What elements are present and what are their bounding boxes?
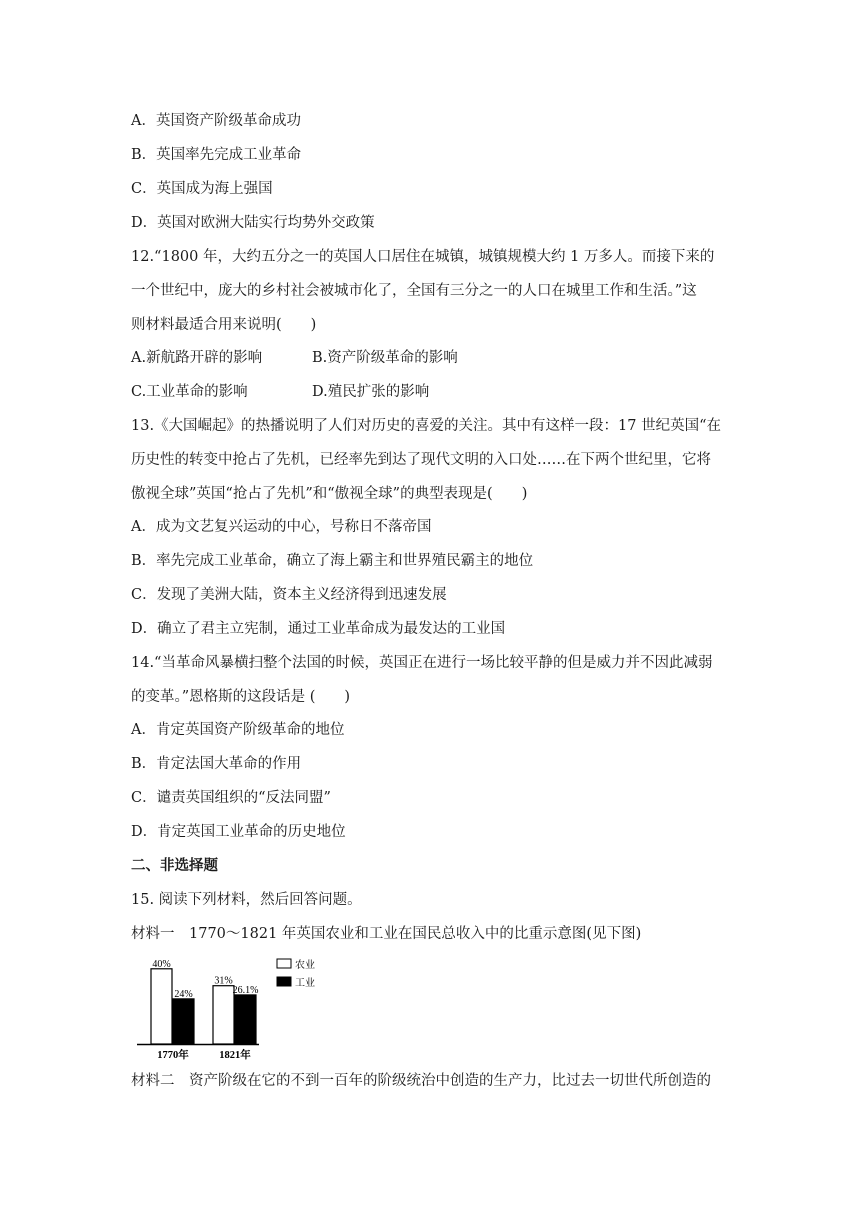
q12-option-c: C.工业革命的影响 bbox=[131, 384, 248, 400]
data-label-工业-1821年: 26.1% bbox=[232, 984, 259, 996]
data-label-农业-1770年: 40% bbox=[152, 958, 171, 970]
q15-material-1: 材料一 1770～1821 年英国农业和工业在国民总收入中的比重示意图(见下图) bbox=[131, 926, 642, 942]
q13-option-a: A．成为文艺复兴运动的中心，号称日不落帝国 bbox=[131, 519, 432, 535]
q13-option-b: B．率先完成工业革命，确立了海上霸主和世界殖民霸主的地位 bbox=[131, 553, 534, 569]
bar-农业-1770年 bbox=[151, 969, 172, 1044]
q14-stem-line-2: 的变革。”恩格斯的这段话是 ( ) bbox=[131, 689, 351, 705]
q14-stem-line-1: 14.“当革命风暴横扫整个法国的时候，英国正在进行一场比较平静的但是威力并不因此减弱 bbox=[131, 655, 713, 671]
category-label-1: 1821年 bbox=[219, 1050, 251, 1061]
q13-option-c: C．发现了美洲大陆，资本主义经济得到迅速发展 bbox=[131, 587, 447, 603]
q13-stem-line-3: 傲视全球”英国“抢占了先机”和“傲视全球”的典型表现是( ) bbox=[131, 486, 528, 502]
category-label-0: 1770年 bbox=[157, 1050, 189, 1061]
q12-option-b: B.资产阶级革命的影响 bbox=[312, 350, 458, 366]
q13-stem-line-2: 历史性的转变中抢占了先机，已经率先到达了现代文明的入口处……在下两个世纪里，它将 bbox=[131, 452, 711, 468]
bar-工业-1821年 bbox=[235, 995, 256, 1044]
data-label-工业-1770年: 24% bbox=[174, 988, 193, 1000]
income-share-chart bbox=[131, 952, 331, 1064]
q14-option-c: C．谴责英国组织的“反法同盟” bbox=[131, 790, 331, 806]
q15-stem: 15. 阅读下列材料，然后回答问题。 bbox=[131, 892, 362, 908]
q12-option-d: D.殖民扩张的影响 bbox=[312, 384, 430, 400]
q14-option-b: B．肯定法国大革命的作用 bbox=[131, 756, 302, 772]
q14-option-a: A．肯定英国资产阶级革命的地位 bbox=[131, 722, 345, 738]
q11-option-a: A．英国资产阶级革命成功 bbox=[131, 113, 301, 129]
q13-option-d: D．确立了君主立宪制，通过工业革命成为最发达的工业国 bbox=[131, 621, 506, 637]
legend-swatch-工业 bbox=[277, 977, 291, 986]
q12-stem-line-1: 12.“1800 年，大约五分之一的英国人口居住在城镇，城镇规模大约 1 万多人。而接下来的 bbox=[131, 249, 715, 265]
q13-stem-line-1: 13.《大国崛起》的热播说明了人们对历史的喜爱的关注。其中有这样一段：17 世纪英国“在 bbox=[131, 418, 722, 434]
data-label-农业-1821年: 31% bbox=[214, 975, 233, 987]
q14-option-d: D．肯定英国工业革命的历史地位 bbox=[131, 824, 346, 840]
legend-swatch-农业 bbox=[277, 959, 291, 968]
q11-option-b: B．英国率先完成工业革命 bbox=[131, 147, 302, 163]
q12-option-a: A.新航路开辟的影响 bbox=[131, 350, 263, 366]
q12-stem-line-2: 一个世纪中，庞大的乡村社会被城市化了，全国有三分之一的人口在城里工作和生活。”这 bbox=[131, 283, 697, 299]
q11-option-d: D．英国对欧洲大陆实行均势外交政策 bbox=[131, 215, 375, 231]
q12-stem-line-3: 则材料最适合用来说明( ) bbox=[131, 317, 317, 333]
bar-农业-1821年 bbox=[213, 986, 234, 1044]
q15-material-2: 材料二 资产阶级在它的不到一百年的阶级统治中创造的生产力，比过去一切世代所创造的 bbox=[131, 1073, 711, 1089]
legend-label-农业: 农业 bbox=[295, 960, 315, 971]
legend-label-工业: 工业 bbox=[295, 978, 315, 989]
bar-工业-1770年 bbox=[173, 999, 194, 1044]
section-title: 二、非选择题 bbox=[131, 857, 218, 874]
q11-option-c: C．英国成为海上强国 bbox=[131, 181, 273, 197]
